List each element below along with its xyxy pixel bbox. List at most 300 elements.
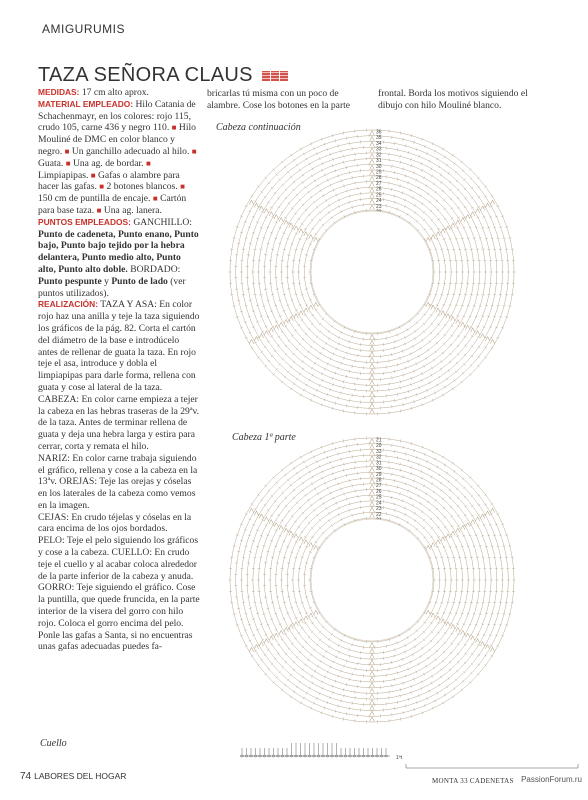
- increase-mark: [471, 212, 475, 216]
- stitch-mark: [421, 510, 423, 512]
- stitch-mark: [437, 314, 440, 316]
- instructions-column: [38, 87, 200, 653]
- stitch-mark: [457, 643, 459, 645]
- increase-mark: [309, 613, 313, 617]
- stitch-mark: [484, 186, 486, 188]
- stitch-mark: [484, 356, 486, 358]
- stitch-mark: [471, 653, 473, 655]
- increase-mark: [456, 627, 460, 631]
- stitch-mark: [323, 347, 325, 350]
- increase-mark: [254, 645, 258, 649]
- increase-mark: [441, 537, 445, 541]
- stitch-mark: [478, 196, 480, 198]
- stitch-mark: [430, 622, 432, 624]
- stitch-mark: [331, 524, 333, 526]
- stitch-mark: [326, 650, 328, 653]
- stitch-mark: [328, 638, 330, 640]
- round-number: 34: [376, 140, 382, 147]
- stitch-mark: [288, 222, 291, 224]
- stitch-mark: [441, 489, 443, 491]
- increase-mark: [269, 328, 273, 332]
- stitch-mark: [254, 650, 257, 652]
- stitch-mark: [464, 525, 467, 527]
- increase-mark: [259, 642, 263, 646]
- round-number: 28: [376, 477, 382, 484]
- stitch-mark: [315, 541, 317, 543]
- increase-mark: [289, 317, 293, 321]
- bullet-icon: ■: [145, 158, 151, 168]
- stitch-mark: [317, 492, 319, 495]
- round-number: 36: [376, 129, 382, 136]
- increase-mark: [370, 131, 374, 135]
- stitch-mark: [261, 499, 263, 501]
- stitch-mark: [302, 482, 304, 484]
- stitch-mark: [278, 206, 280, 208]
- increase-mark: [370, 439, 374, 443]
- stitch-mark: [444, 526, 446, 528]
- increase-mark: [475, 639, 479, 643]
- bullet-icon: ■: [90, 170, 96, 180]
- increase-mark: [370, 700, 374, 704]
- stitch-mark: [315, 233, 317, 235]
- stitch-mark: [478, 504, 480, 506]
- stitch-mark: [491, 347, 494, 349]
- increase-mark: [370, 358, 374, 362]
- center-hole: [311, 519, 433, 641]
- round-number: 32: [376, 152, 382, 159]
- stitch-mark: [328, 204, 330, 207]
- stitch-mark: [464, 644, 466, 646]
- stitch-mark: [271, 207, 274, 209]
- stitch-mark: [431, 367, 433, 370]
- increase-mark: [304, 616, 308, 620]
- stitch-mark: [278, 644, 280, 646]
- stitch-mark: [451, 525, 453, 527]
- increase-mark: [254, 511, 258, 515]
- stitch-mark: [300, 456, 302, 459]
- puntos-paragraph: [38, 217, 200, 300]
- stitch-mark: [414, 337, 416, 340]
- stitch-mark: [284, 217, 287, 219]
- stitch-mark: [437, 692, 439, 695]
- increase-mark: [426, 545, 430, 549]
- material-text2: Hilo Mouliné de DMC en color blanco y negro.: [38, 122, 196, 157]
- material-text: Hilo Catania de Schachenmayr, en los colores: rojo 115, crudo 105, carne 436 y negro 110.: [38, 98, 196, 134]
- stitch-mark: [407, 521, 409, 524]
- increase-mark: [314, 237, 318, 241]
- page-number: 74: [20, 771, 32, 782]
- material-paragraph: [38, 99, 200, 217]
- stitch-mark: [309, 379, 311, 382]
- stitch-mark: [320, 660, 322, 663]
- stitch-mark: [427, 501, 429, 503]
- increase-mark: [370, 182, 374, 186]
- stitch-mark: [267, 341, 269, 343]
- stitch-mark: [284, 525, 287, 527]
- stitch-mark: [306, 692, 308, 695]
- stitch-mark: [427, 193, 429, 195]
- stitch-mark: [420, 655, 422, 658]
- medidas-text: 17 cm alto aprox.: [79, 87, 149, 98]
- increase-mark: [274, 523, 278, 527]
- material-text9: 150 cm de puntilla de encaje.: [38, 193, 153, 205]
- increase-mark: [370, 154, 374, 158]
- stitch-mark: [478, 654, 480, 656]
- increase-mark: [299, 229, 303, 233]
- increase-mark: [490, 508, 494, 512]
- stitch-mark: [420, 194, 422, 197]
- stitch-mark: [326, 342, 328, 345]
- increase-mark: [466, 633, 470, 637]
- increase-mark: [436, 616, 440, 620]
- increase-mark: [480, 514, 484, 518]
- stitch-mark: [312, 476, 314, 479]
- stitch-mark: [414, 519, 416, 521]
- stitch-mark: [311, 675, 313, 678]
- increase-mark: [426, 610, 430, 614]
- stitch-mark: [433, 183, 435, 185]
- stitch-mark: [442, 394, 444, 397]
- stitch-mark: [267, 510, 269, 512]
- stitch-mark: [444, 324, 446, 326]
- round-number: 27: [376, 483, 382, 490]
- round-number: 26: [376, 186, 382, 193]
- round-number: 33: [376, 448, 382, 455]
- increase-mark: [269, 636, 273, 640]
- increase-mark: [309, 235, 313, 239]
- stitch-mark: [267, 202, 269, 204]
- stitch-mark: [414, 211, 416, 213]
- increase-mark: [370, 392, 374, 396]
- increase-mark: [309, 305, 313, 309]
- stitch-mark: [264, 346, 266, 348]
- stitch-mark: [438, 474, 440, 477]
- stitch-mark: [317, 184, 319, 187]
- increase-mark: [259, 514, 263, 518]
- stitch-mark: [306, 384, 308, 387]
- increase-mark: [446, 534, 450, 538]
- increase-mark: [456, 319, 460, 323]
- stitch-mark: [457, 217, 460, 219]
- stitch-mark: [300, 148, 302, 151]
- increase-mark: [370, 335, 374, 339]
- page-title: [38, 64, 289, 87]
- round-number: 20: [376, 443, 382, 450]
- stitch-mark: [298, 324, 300, 326]
- stitch-mark: [420, 502, 422, 505]
- stitch-mark: [271, 336, 274, 338]
- stitch-mark: [278, 514, 280, 516]
- stitch-mark: [433, 491, 435, 493]
- stitch-mark: [301, 319, 303, 321]
- stitch-mark: [320, 497, 322, 500]
- increase-mark: [249, 508, 253, 512]
- stitch-mark: [421, 647, 423, 649]
- cejas-paragraph: CEJAS: En crudo téjelas y cóselas en la cara encima de los ojos bordados.: [38, 511, 192, 535]
- stitch-mark: [320, 352, 322, 355]
- stitch-mark: [323, 194, 325, 197]
- bullet-icon: ■: [191, 146, 197, 156]
- increase-mark: [461, 217, 465, 221]
- stitch-mark: [484, 347, 486, 349]
- round-number: 25: [376, 192, 382, 199]
- stitch-mark: [431, 482, 433, 485]
- increase-mark: [471, 636, 475, 640]
- stitch-mark: [290, 388, 292, 390]
- stitch-mark: [254, 509, 257, 511]
- difficulty-icon: [262, 64, 289, 87]
- stitch-mark: [317, 357, 319, 360]
- stitch-mark: [440, 368, 442, 370]
- stitch-mark: [452, 696, 454, 698]
- increase-mark: [284, 220, 288, 224]
- stitch-mark: [306, 158, 308, 161]
- increase-mark: [461, 630, 465, 634]
- stitch-mark: [281, 520, 283, 522]
- stitch-mark: [261, 191, 263, 193]
- increase-mark: [264, 639, 268, 643]
- material-text11: Una ag. lanera.: [101, 204, 162, 216]
- stitch-mark: [281, 212, 283, 214]
- stitch-mark: [251, 195, 254, 197]
- stitch-mark: [296, 378, 298, 380]
- stitch-mark: [407, 636, 409, 639]
- puntos-text: GANCHILLO:: [130, 216, 192, 228]
- stitch-mark: [446, 378, 448, 380]
- right-column-text: frontal. Borda los motivos siguiendo el dibujo con hilo Mouliné blanco.: [378, 88, 528, 111]
- stitch-mark: [312, 168, 314, 171]
- increase-mark: [370, 462, 374, 466]
- stitch-mark: [491, 503, 494, 505]
- stitch-mark: [471, 505, 473, 507]
- stitch-mark: [298, 526, 300, 528]
- cuello-label: Cuello: [40, 738, 67, 749]
- increase-mark: [451, 625, 455, 629]
- stitch-mark: [314, 179, 316, 182]
- stitch-mark: [477, 336, 480, 338]
- stitch-mark: [302, 361, 304, 363]
- stitch-mark: [440, 174, 442, 176]
- stitch-mark: [437, 228, 440, 230]
- stitch-mark: [457, 515, 459, 517]
- stitch-mark: [471, 207, 474, 209]
- stitch-mark: [293, 383, 295, 385]
- row-label: 1ªt: [396, 755, 403, 761]
- stitch-mark: [302, 489, 304, 491]
- stitch-mark: [484, 655, 486, 657]
- increase-mark: [456, 528, 460, 532]
- increase-mark: [485, 337, 489, 341]
- increase-mark: [370, 467, 374, 471]
- increase-mark: [475, 517, 479, 521]
- stitch-mark: [437, 283, 440, 284]
- stitch-mark: [306, 466, 308, 469]
- stitch-mark: [452, 154, 454, 156]
- stitch-mark: [407, 213, 409, 216]
- stitch-mark: [317, 665, 319, 668]
- increase-mark: [490, 200, 494, 204]
- stitch-mark: [478, 346, 480, 348]
- stitch-mark: [457, 325, 460, 327]
- increase-mark: [370, 484, 374, 488]
- round-number: 23: [376, 203, 382, 210]
- increase-mark: [441, 229, 445, 233]
- stitch-mark: [311, 228, 313, 230]
- stitch-mark: [433, 359, 435, 361]
- stitch-mark: [425, 665, 427, 668]
- increase-mark: [490, 339, 494, 343]
- stitch-mark: [328, 519, 330, 521]
- round-number: 21: [376, 437, 382, 444]
- stitch-mark: [425, 357, 427, 360]
- increase-mark: [370, 666, 374, 670]
- stitch-mark: [290, 462, 292, 464]
- stitch-mark: [281, 331, 283, 333]
- increase-mark: [436, 308, 440, 312]
- increase-mark: [466, 523, 470, 527]
- footer-page-info: [20, 771, 126, 782]
- stitch-mark: [304, 314, 307, 316]
- stitch-mark: [293, 467, 295, 469]
- stitch-mark: [251, 655, 254, 657]
- increase-mark: [254, 337, 258, 341]
- stitch-mark: [431, 168, 433, 171]
- material-text8: 2 botones blancos.: [104, 181, 181, 193]
- stitch-mark: [290, 154, 292, 156]
- stitch-mark: [299, 477, 301, 479]
- increase-mark: [249, 647, 253, 651]
- stitch-mark: [453, 470, 455, 472]
- stitch-mark: [254, 342, 257, 344]
- stitch-mark: [261, 351, 263, 353]
- round-number: 30: [376, 163, 382, 170]
- stitch-mark: [451, 633, 453, 635]
- stitch-mark: [304, 228, 307, 230]
- stitch-mark: [301, 223, 303, 225]
- increase-mark: [314, 545, 318, 549]
- stitch-mark: [294, 330, 296, 332]
- stitch-mark: [311, 367, 313, 370]
- round-number: 31: [376, 460, 382, 467]
- stitch-mark: [414, 204, 416, 207]
- stitch-mark: [331, 216, 333, 218]
- stitch-mark: [437, 536, 440, 538]
- realizacion-text: TAZA Y ASA: En color rojo haz una anilla y teje la taza siguiendo los gráficos de la pág. 82. Corta el cartón del diámetro de la base e introdúcelo antes de rellenar de guata la taza. En rojo teje el asa, introduce y dobla el limpiapipas para darle forma, rellena con guata y cose al lateral de la taza.: [38, 299, 200, 393]
- stitch-mark: [414, 638, 416, 640]
- puntos-bold2: Punto pespunte: [38, 275, 102, 287]
- stitch-mark: [254, 201, 257, 203]
- stitch-mark: [464, 336, 466, 338]
- stitch-mark: [267, 649, 269, 651]
- increase-mark: [294, 226, 298, 230]
- increase-mark: [446, 622, 450, 626]
- stitch-mark: [328, 645, 330, 648]
- stitch-mark: [437, 591, 440, 592]
- medidas-label: MEDIDAS:: [38, 87, 80, 97]
- stitch-mark: [303, 697, 305, 700]
- stitch-mark: [309, 687, 311, 690]
- stitch-mark: [421, 202, 423, 204]
- stitch-mark: [296, 472, 298, 474]
- round-number: 32: [376, 454, 382, 461]
- diagram-label-cabeza-continuacion: Cabeza continuación: [216, 122, 301, 133]
- puntos-bold: Punto de cadeneta, Punto enano, Punto bajo, Punto bajo tejido por la hebra delantera, Punto medio alto, Punto alto, Punto alto doble.: [38, 228, 199, 275]
- stitch-mark: [301, 627, 303, 629]
- crochet-diagram-cabeza-1-parte: [222, 430, 522, 730]
- section-tag: AMIGURUMIS: [42, 22, 125, 36]
- stitch-mark: [303, 389, 305, 392]
- round-number: 33: [376, 146, 382, 153]
- stitch-mark: [414, 512, 416, 515]
- stitch-mark: [427, 657, 429, 659]
- stitch-mark: [271, 644, 274, 646]
- increase-mark: [289, 625, 293, 629]
- increase-mark: [279, 217, 283, 221]
- realizacion-label: REALIZACIÓN:: [38, 299, 99, 310]
- stitch-mark: [446, 164, 448, 166]
- stitch-mark: [427, 349, 429, 351]
- increase-mark: [289, 223, 293, 227]
- increase-mark: [446, 314, 450, 318]
- stitch-mark: [440, 676, 442, 678]
- stitch-mark: [444, 536, 447, 538]
- stitch-mark: [328, 330, 330, 332]
- stitch-mark: [420, 347, 422, 350]
- stitch-mark: [299, 373, 301, 375]
- stitch-mark: [315, 309, 317, 311]
- stitch-mark: [288, 530, 291, 532]
- stitch-mark: [301, 531, 303, 533]
- round-number: 29: [376, 471, 382, 478]
- stitch-mark: [261, 659, 263, 661]
- stitch-mark: [464, 514, 466, 516]
- magazine-name: LABORES DEL HOGAR: [34, 771, 127, 781]
- stitch-mark: [453, 379, 455, 381]
- stitch-mark: [311, 536, 313, 538]
- stitch-mark: [304, 622, 307, 624]
- increase-mark: [294, 622, 298, 626]
- bullet-icon: ■: [99, 182, 105, 192]
- center-hole: [311, 211, 433, 333]
- stitch-mark: [433, 667, 435, 669]
- stitch-mark: [441, 361, 443, 363]
- stitch-mark: [440, 482, 442, 484]
- round-number: 27: [376, 180, 382, 187]
- stitch-mark: [505, 249, 508, 250]
- stitch-mark: [300, 394, 302, 397]
- stitch-mark: [491, 195, 494, 197]
- stitch-mark: [438, 376, 440, 379]
- stitch-mark: [314, 362, 316, 365]
- increase-mark: [249, 200, 253, 204]
- increase-mark: [304, 232, 308, 236]
- stitch-mark: [430, 228, 432, 230]
- increase-mark: [370, 717, 374, 721]
- bullet-icon: ■: [180, 182, 185, 192]
- increase-mark: [490, 647, 494, 651]
- stitch-mark: [477, 206, 480, 208]
- stitch-mark: [296, 686, 298, 688]
- stitch-mark: [323, 655, 325, 658]
- material-text3: Un ganchillo adecuado al hilo.: [69, 145, 192, 157]
- stitch-mark: [251, 347, 254, 349]
- stitch-mark: [444, 386, 446, 389]
- nariz-paragraph: NARIZ: En color carne trabaja siguiendo el gráfico, rellena y cose a la cabeza en la 13ªv. OREJAS: Teje las orejas y cóselas en los laterales de la cabeza como vemos en la imagen.: [38, 452, 198, 511]
- increase-mark: [304, 308, 308, 312]
- material-text10: Cartón para base taza.: [38, 193, 187, 216]
- increase-mark: [451, 223, 455, 227]
- increase-mark: [274, 325, 278, 329]
